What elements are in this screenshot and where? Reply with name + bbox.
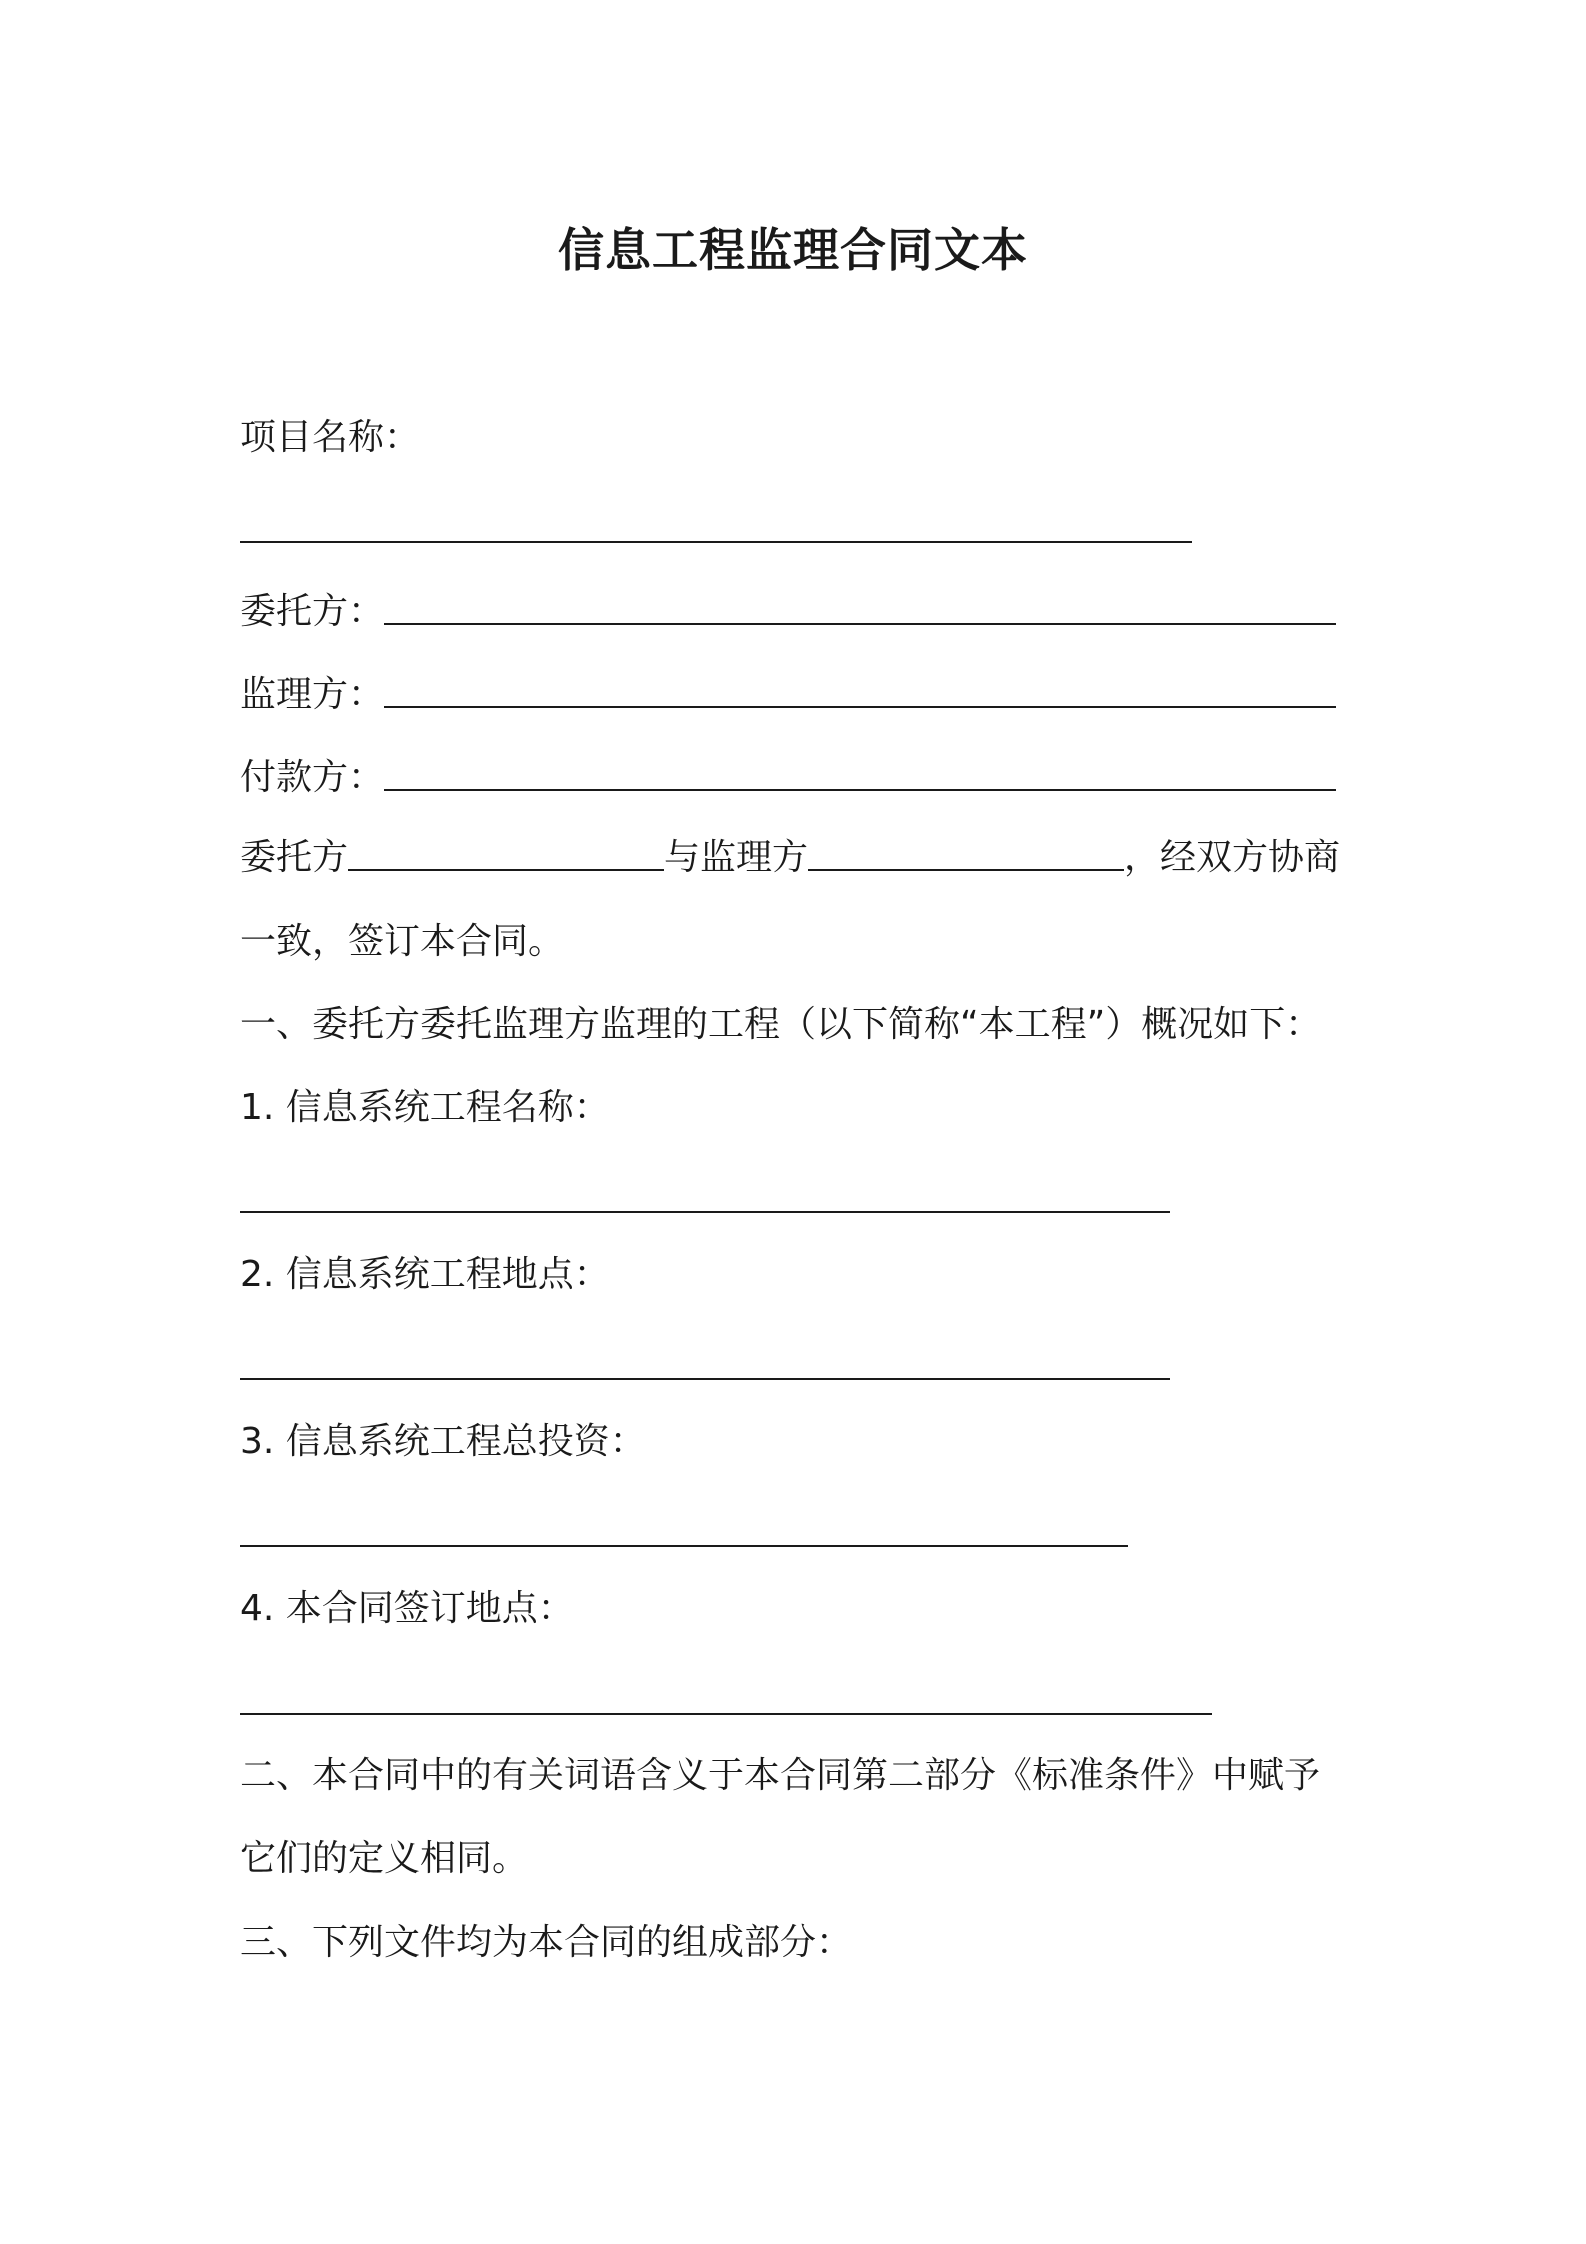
supervisor-row	[240, 671, 1336, 719]
agreement-line-2: 一致，签订本合同。	[240, 921, 565, 962]
payer-label: 付款方：	[240, 757, 385, 798]
section1-item-investment: 3. 信息系统工程总投资：	[240, 1421, 646, 1462]
section1-heading: 一、委托方委托监理方监理的工程（以下简称“本工程”）概况如下：	[240, 1004, 1322, 1045]
section1-item-location: 2. 信息系统工程地点：	[240, 1254, 610, 1295]
supervisor-name-blank[interactable]	[808, 861, 1124, 871]
signing-location-blank[interactable]	[240, 1713, 1212, 1715]
payer-row	[240, 754, 1336, 802]
client-row	[240, 588, 1336, 636]
supervisor-blank[interactable]	[384, 698, 1336, 708]
agreement-part1: 委托方	[240, 837, 349, 878]
document-title: 信息工程监理合同文本	[558, 223, 1028, 277]
project-location-blank[interactable]	[240, 1378, 1170, 1380]
agreement-part2: 与监理方	[664, 837, 809, 878]
client-label: 委托方：	[240, 591, 385, 632]
project-system-name-blank[interactable]	[240, 1211, 1170, 1213]
agreement-part3: ，经双方协商	[1124, 837, 1341, 878]
project-name-label: 项目名称：	[240, 417, 421, 458]
project-name-blank[interactable]	[240, 541, 1192, 543]
section3-heading: 三、下列文件均为本合同的组成部分：	[240, 1922, 853, 1963]
supervisor-label: 监理方：	[240, 674, 385, 715]
section1-item-signing-location: 4. 本合同签订地点：	[240, 1588, 574, 1629]
section2-line-2: 它们的定义相同。	[240, 1838, 529, 1879]
client-name-blank[interactable]	[348, 861, 664, 871]
section1-item-name: 1. 信息系统工程名称：	[240, 1087, 610, 1128]
project-investment-blank[interactable]	[240, 1545, 1128, 1547]
payer-blank[interactable]	[384, 781, 1336, 791]
section2-line-1: 二、本合同中的有关词语含义于本合同第二部分《标准条件》中赋予	[240, 1755, 1321, 1796]
client-blank[interactable]	[384, 615, 1336, 625]
agreement-line-1	[240, 834, 1340, 882]
